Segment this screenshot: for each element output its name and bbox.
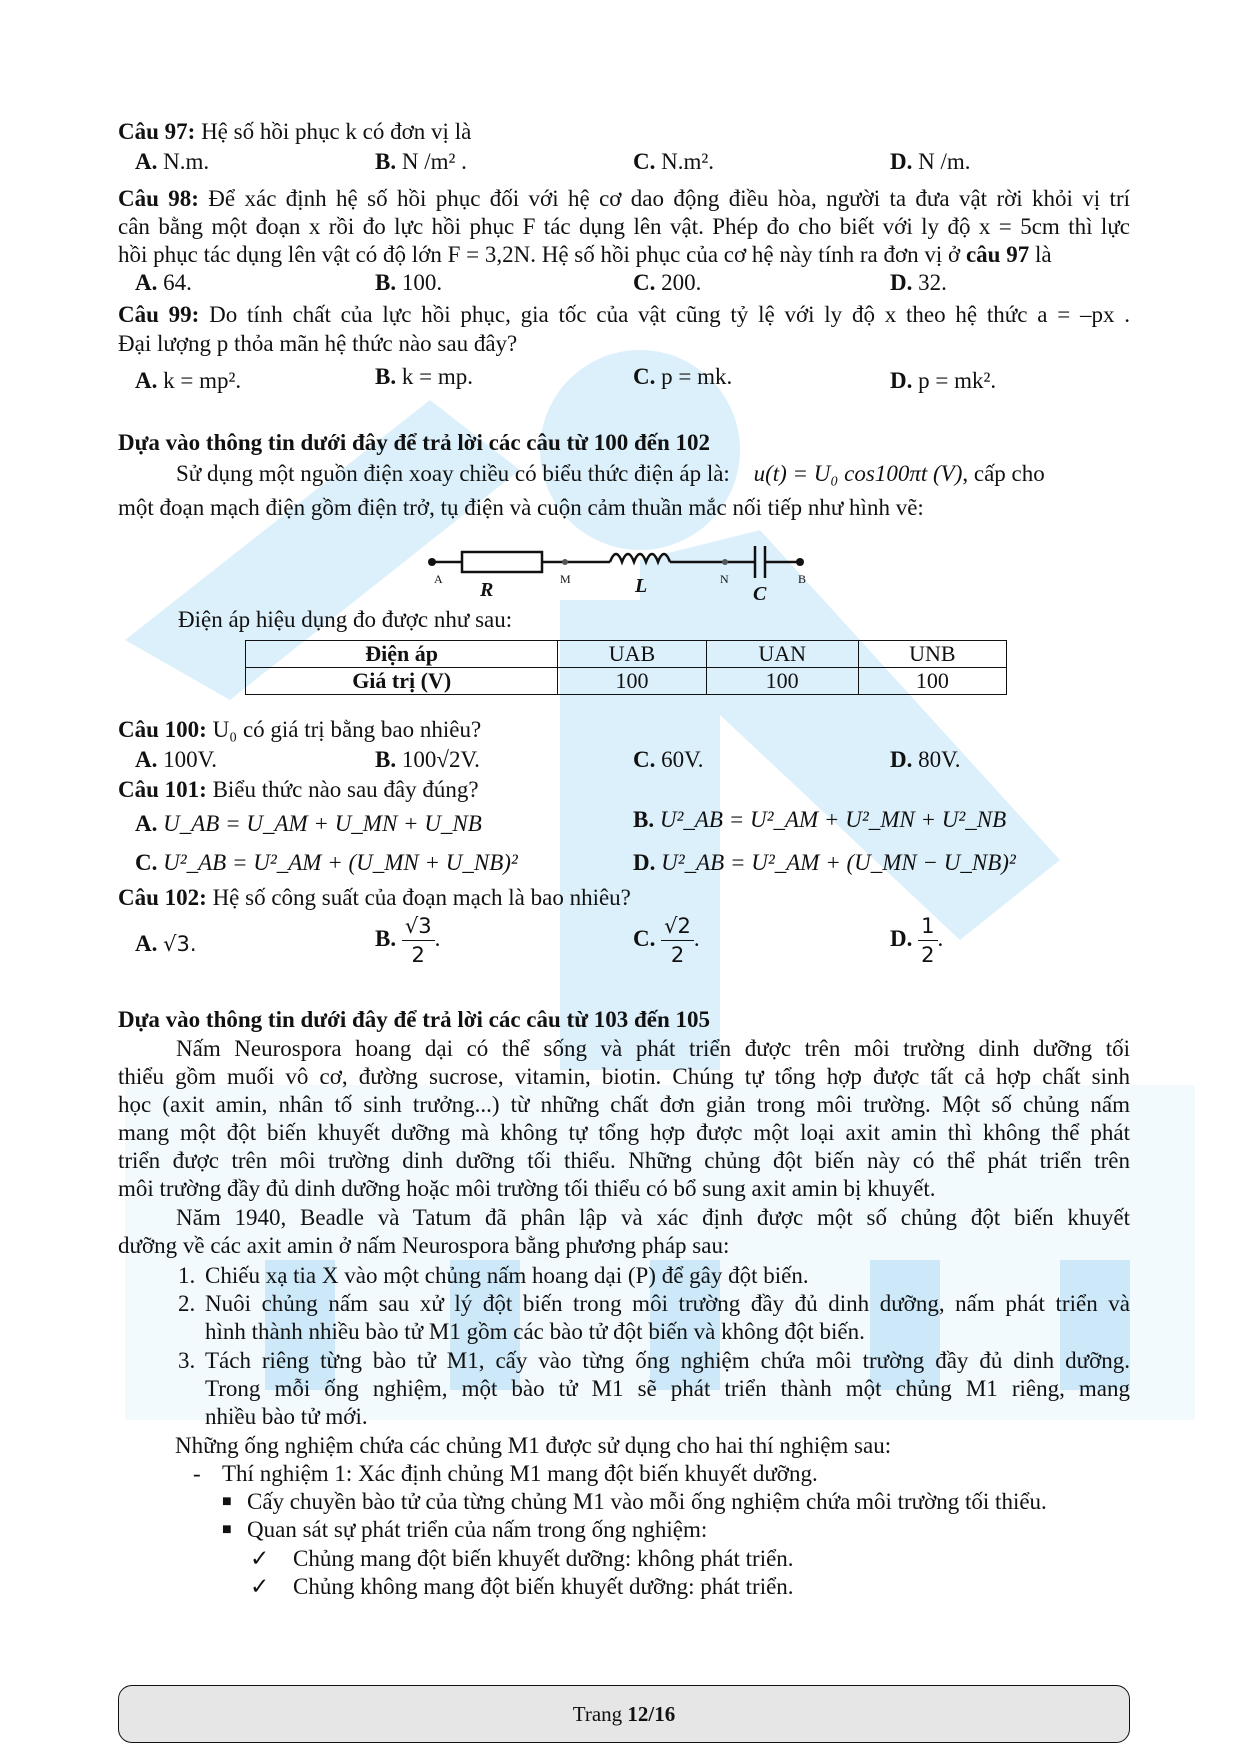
question-101: Câu 101: Biểu thức nào sau đây đúng? <box>118 777 479 802</box>
q101-option-a: A. U_AB = U_AM + U_MN + U_NB <box>135 811 482 836</box>
step-number: 1. <box>178 1263 196 1288</box>
node-a <box>428 558 436 566</box>
q100-option-d: D. 80V. <box>890 747 961 772</box>
voltage-table <box>245 640 1007 695</box>
question-99-line2: Đại lượng p thỏa mãn hệ thức nào sau đây? <box>118 331 518 356</box>
circuit-diagram <box>420 540 820 610</box>
q99-option-c: C. p = mk. <box>633 364 733 389</box>
check-icon: ✓ <box>250 1574 270 1599</box>
q98-option-a: A. 64. <box>135 270 192 295</box>
paragraph-line: học (axit amin, nhân tố sinh trưởng...) từ những chất đơn giản trong môi trường. Một số chủng nấm <box>118 1092 1130 1117</box>
step-text: Chiếu xạ tia X vào một chủng nấm hoang dại (P) để gây đột biến. <box>205 1263 809 1288</box>
q101-option-c: C. U²_AB = U²_AM + (U_MN + U_NB)² <box>135 850 518 875</box>
step-text: Trong mỗi ống nghiệm, một bào tử M1 sẽ phát triển thành một chủng M1 riêng, mang <box>205 1376 1130 1401</box>
q101-option-b: B. U²_AB = U²_AM + U²_MN + U²_NB <box>633 807 1007 832</box>
table-cell: UAB <box>558 641 706 668</box>
node-b <box>796 558 804 566</box>
paragraph-line: môi trường đầy đủ dinh dưỡng hoặc môi trường tối thiểu có bổ sung axit amin bị khuyết. <box>118 1176 936 1201</box>
q101-option-d: D. U²_AB = U²_AM + (U_MN − U_NB)² <box>633 850 1016 875</box>
dash-bullet: - <box>193 1461 201 1486</box>
bullet-text: Quan sát sự phát triển của nấm trong ống nghiệm: <box>247 1517 708 1542</box>
square-bullet-icon: ■ <box>222 1521 232 1538</box>
experiment-1: Thí nghiệm 1: Xác định chủng M1 mang đột biến khuyết dưỡng. <box>222 1461 818 1486</box>
page-number: 12/16 <box>627 1702 676 1726</box>
bullet-text: Cấy chuyền bào tử của từng chủng M1 vào mỗi ống nghiệm chứa môi trường tối thiểu. <box>247 1489 1047 1514</box>
step-number: 2. <box>178 1291 196 1316</box>
q99-option-a: A. k = mp². <box>135 368 242 393</box>
paragraph-line: Năm 1940, Beadle và Tatum đã phân lập và xác định được một số chủng đột biến khuyết <box>176 1205 1130 1230</box>
q102-option-b: B. $\frac{√3}{2}$ . <box>375 914 441 967</box>
q102-option-a: A. √3. <box>135 931 197 956</box>
q100-option-b: B. 100√2V. <box>375 747 480 772</box>
question-text: Hệ số hồi phục k có đơn vị là <box>195 119 472 144</box>
table-cell: UNB <box>858 641 1006 668</box>
table-cell: Giá trị (V) <box>246 668 558 695</box>
question-102: Câu 102: Hệ số công suất của đoạn mạch là bao nhiêu? <box>118 885 631 910</box>
table-cell: 100 <box>706 668 858 695</box>
label-b: B <box>798 572 807 586</box>
table-row <box>246 668 1007 695</box>
voltage-formula: u(t) = U₀ cos100πt (V) <box>753 461 963 486</box>
q102-option-d: D. $\frac{1}{2}$ . <box>890 914 944 967</box>
question-99-line1: Câu 99: Do tính chất của lực hồi phục, gia tốc của vật cũng tỷ lệ với ly độ x theo hệ thức a = –px . <box>118 302 1130 327</box>
section1-line2: một đoạn mạch điện gồm điện trở, tụ điện và cuộn cảm thuần mắc nối tiếp như hình vẽ: <box>118 495 924 520</box>
section-heading-100-102: Dựa vào thông tin dưới đây để trả lời các câu từ 100 đến 102 <box>118 430 711 455</box>
q100-option-c: C. 60V. <box>633 747 704 772</box>
page-prefix: Trang <box>572 1702 628 1726</box>
q102-option-c: C. $\frac{√2}{2}$ . <box>633 914 700 967</box>
table-cell: UAN <box>706 641 858 668</box>
label-a: A <box>434 572 443 586</box>
question-97 <box>118 118 1130 146</box>
check-icon: ✓ <box>250 1546 270 1571</box>
paragraph-line: dưỡng về các axit amin ở nấm Neurospora bằng phương pháp sau: <box>118 1233 730 1258</box>
paragraph-line: triển được trên môi trường dinh dưỡng tối thiểu. Những chủng đột biến này có thể phát triển trên <box>118 1148 1130 1173</box>
step-text: hình thành nhiều bào tử M1 gồm các bào tử đột biến và không đột biến. <box>205 1319 865 1344</box>
question-98-line1: Câu 98: Để xác định hệ số hồi phục đối với hệ cơ dao động điều hòa, người ta đưa vật rời khỏi vị trí <box>118 186 1130 211</box>
table-cell: 100 <box>558 668 706 695</box>
section-heading-103-105: Dựa vào thông tin dưới đây để trả lời các câu từ 103 đến 105 <box>118 1007 711 1032</box>
step-text: nhiều bào tử mới. <box>205 1404 368 1429</box>
question-98-line3: hồi phục tác dụng lên vật có độ lớn F = 3,2N. Hệ số hồi phục của cơ hệ này tính ra đơn vị ở câu 97 là <box>118 242 1052 267</box>
q98-option-b: B. 100. <box>375 270 443 295</box>
label-r: R <box>480 579 494 601</box>
paragraph-line: thiểu gồm muối vô cơ, đường sucrose, vitamin, biotin. Chúng tự tổng hợp được tất cả hợp chất sinh <box>118 1064 1130 1089</box>
label-l: L <box>635 575 648 597</box>
check-text: Chủng mang đột biến khuyết dưỡng: không phát triển. <box>293 1546 794 1571</box>
question-label: Câu 97: <box>118 119 196 144</box>
step-text: Tách riêng từng bào tử M1, cấy vào từng ống nghiệm chứa môi trường đầy đủ dinh dưỡng. <box>205 1348 1130 1373</box>
q97-option-d: D. N /m. <box>890 149 971 174</box>
q97-option-a: A. N.m. <box>135 149 210 174</box>
paragraph-line: mang một đột biến khuyết dưỡng mà không tự tổng hợp được một loại axit amin thì không thể phát <box>118 1120 1130 1145</box>
node-m <box>562 559 568 565</box>
step-number: 3. <box>178 1348 196 1373</box>
q98-option-c: C. 200. <box>633 270 702 295</box>
label-m: M <box>560 572 571 586</box>
label-n: N <box>720 572 729 586</box>
paragraph-line: Những ống nghiệm chứa các chủng M1 được sử dụng cho hai thí nghiệm sau: <box>175 1433 892 1458</box>
q99-option-d: D. p = mk². <box>890 368 997 393</box>
table-cell: Điện áp <box>246 641 558 668</box>
node-n <box>722 559 728 565</box>
table-row <box>246 641 1007 668</box>
q100-option-a: A. 100V. <box>135 747 218 772</box>
table-cell: 100 <box>858 668 1006 695</box>
step-text: Nuôi chủng nấm sau xử lý đột biến trong môi trường đầy đủ dinh dưỡng, nấm phát triển và <box>205 1291 1130 1316</box>
section1-line1: Sử dụng một nguồn điện xoay chiều có biểu thức điện áp là: u(t) = U₀ cos100πt (V), cấp cho <box>176 461 1045 486</box>
measure-text: Điện áp hiệu dụng đo được như sau: <box>178 607 513 632</box>
paragraph-line: Nấm Neurospora hoang dại có thể sống và phát triển được trên môi trường dinh dưỡng tối <box>176 1036 1130 1061</box>
q99-option-b: B. k = mp. <box>375 364 473 389</box>
q97-option-c: C. N.m². <box>633 149 715 174</box>
q98-option-d: D. 32. <box>890 270 947 295</box>
question-98-line2: cân bằng một đoạn x rồi đo lực hồi phục F tác dụng lên vật. Phép đo cho biết với ly độ x = 5cm thì lực <box>118 214 1130 239</box>
q97-option-b: B. N /m² . <box>375 149 467 174</box>
square-bullet-icon: ■ <box>222 1493 232 1510</box>
question-100: Câu 100: U₀ có giá trị bằng bao nhiêu? <box>118 717 482 742</box>
check-text: Chủng không mang đột biến khuyết dưỡng: phát triển. <box>293 1574 794 1599</box>
label-c: C <box>753 583 767 605</box>
page-footer <box>118 1685 1130 1743</box>
